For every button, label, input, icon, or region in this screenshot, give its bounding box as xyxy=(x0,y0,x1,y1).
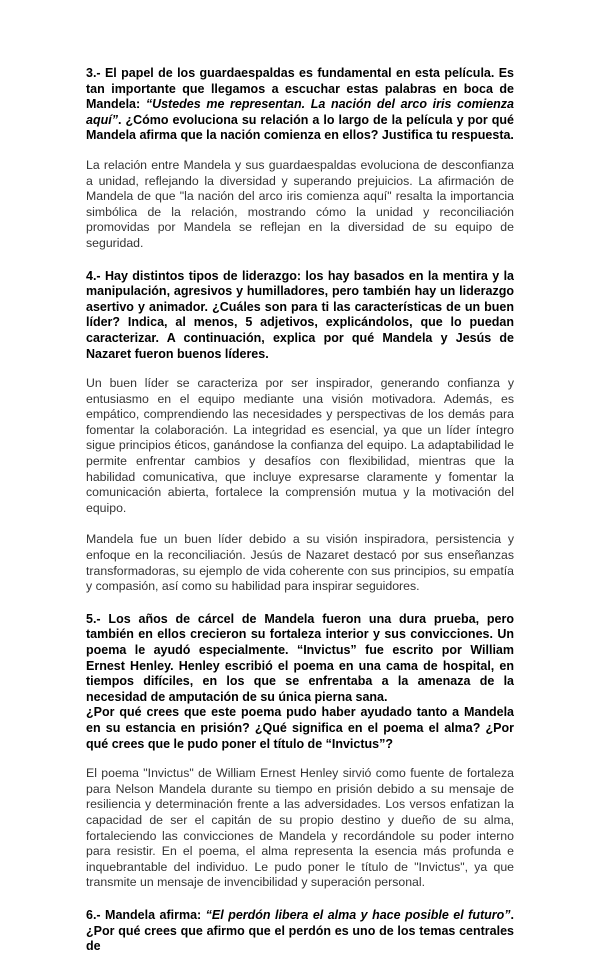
question-6-tail: . ¿Por qué crees que afirmo que el perdón es uno de los temas centrales de xyxy=(86,907,514,954)
question-5-context: 5.- Los años de cárcel de Mandela fueron una dura prueba, pero también en ellos crecieron su fortaleza interior y sus convicciones. Un poema le ayudó especialmente. “Invictus” fue escrito por William Ernest Henley. Henley escribió el poema en una cama de hospital, en tiempos difíciles, en los que se enfrentaba a la amenaza de la necesidad de amputación de su única pierna sana. xyxy=(86,611,514,704)
question-4: 4.- Hay distintos tipos de liderazgo: los hay basados en la mentira y la manipulación, agresivos y humilladores, pero también hay un liderazgo asertivo y animador. ¿Cuáles son para ti las características de un buen líder? Indica, al menos, 5 adjetivos, explicándolos, que lo puedan caracterizar. A continuación, explica por qué Mandela y Jesús de Nazaret fueron buenos líderes. xyxy=(86,268,514,361)
question-6 xyxy=(86,908,514,955)
answer-4-paragraph-2: Mandela fue un buen líder debido a su visión inspiradora, persistencia y enfoque en la reconciliación. Jesús de Nazaret destacó por sus enseñanzas transformadoras, su ejemplo de vida coherente con sus principios, su empatía y compasión, así como su habilidad para inspirar seguidores. xyxy=(86,532,514,594)
question-3-tail: . ¿Cómo evoluciona su relación a lo largo de la película y por qué Mandela afirma que la nación comienza en ellos? Justifica tu respuesta. xyxy=(86,112,514,143)
answer-5: El poema "Invictus" de William Ernest Henley sirvió como fuente de fortaleza para Nelson Mandela durante su tiempo en prisión debido a su mensaje de resiliencia y determinación frente a las adversidades. Los versos enfatizan la capacidad de ser el capitán de su propio destino y dueño de su alma, fortaleciendo las convicciones de Mandela y recordándole su poder interno para resistir. En el poema, el alma representa la esencia más profunda e inquebrantable del individuo. Le pudo poner le título de "Invictus", ya que transmite un mensaje de invencibilidad y superación personal. xyxy=(86,766,514,890)
question-3 xyxy=(86,66,514,144)
question-6-quote: “El perdón libera el alma y hace posible el futuro” xyxy=(205,907,511,922)
answer-4-paragraph-1: Un buen líder se caracteriza por ser inspirador, generando confianza y entusiasmo en el equipo mediante una visión motivadora. Además, es empático, comprendiendo las necesidades y perspectivas de los demás para fomentar la colaboración. La integridad es esencial, ya que un líder íntegro sigue principios éticos, ganándose la confianza del equipo. La adaptabilidad le permite enfrentar cambios y desafíos con flexibilidad, mientras que la habilidad comunicativa, que incluye expresarse claramente y fomentar la comunicación abierta, fortalece la comprensión mutua y la motivación del equipo. xyxy=(86,376,514,515)
question-6-text: 6.- Mandela afirma: xyxy=(86,907,206,922)
question-3-text: 3.- El papel de los guardaespaldas es fundamental en esta película. Es tan importante que llegamos a escuchar estas palabras en boca de Mandela: xyxy=(86,66,514,112)
question-5-prompt: ¿Por qué crees que este poema pudo haber ayudado tanto a Mandela en su estancia en prisión? ¿Qué significa en el poema el alma? ¿Por qué crees que le pudo poner el título de “Invictus”? xyxy=(86,705,514,751)
answer-3: La relación entre Mandela y sus guardaespaldas evoluciona de desconfianza a unidad, reflejando la diversidad y superando prejuicios. La afirmación de Mandela de que "la nación del arco iris comienza aquí" resalta la importancia simbólica de la relación, mostrando cómo la unidad y reconciliación promovidas por Mandela se reflejan en la diversidad de su equipo de seguridad. xyxy=(86,157,514,250)
question-3-quote: “Ustedes me representan. La nación del arco iris comienza aquí” xyxy=(86,97,514,127)
